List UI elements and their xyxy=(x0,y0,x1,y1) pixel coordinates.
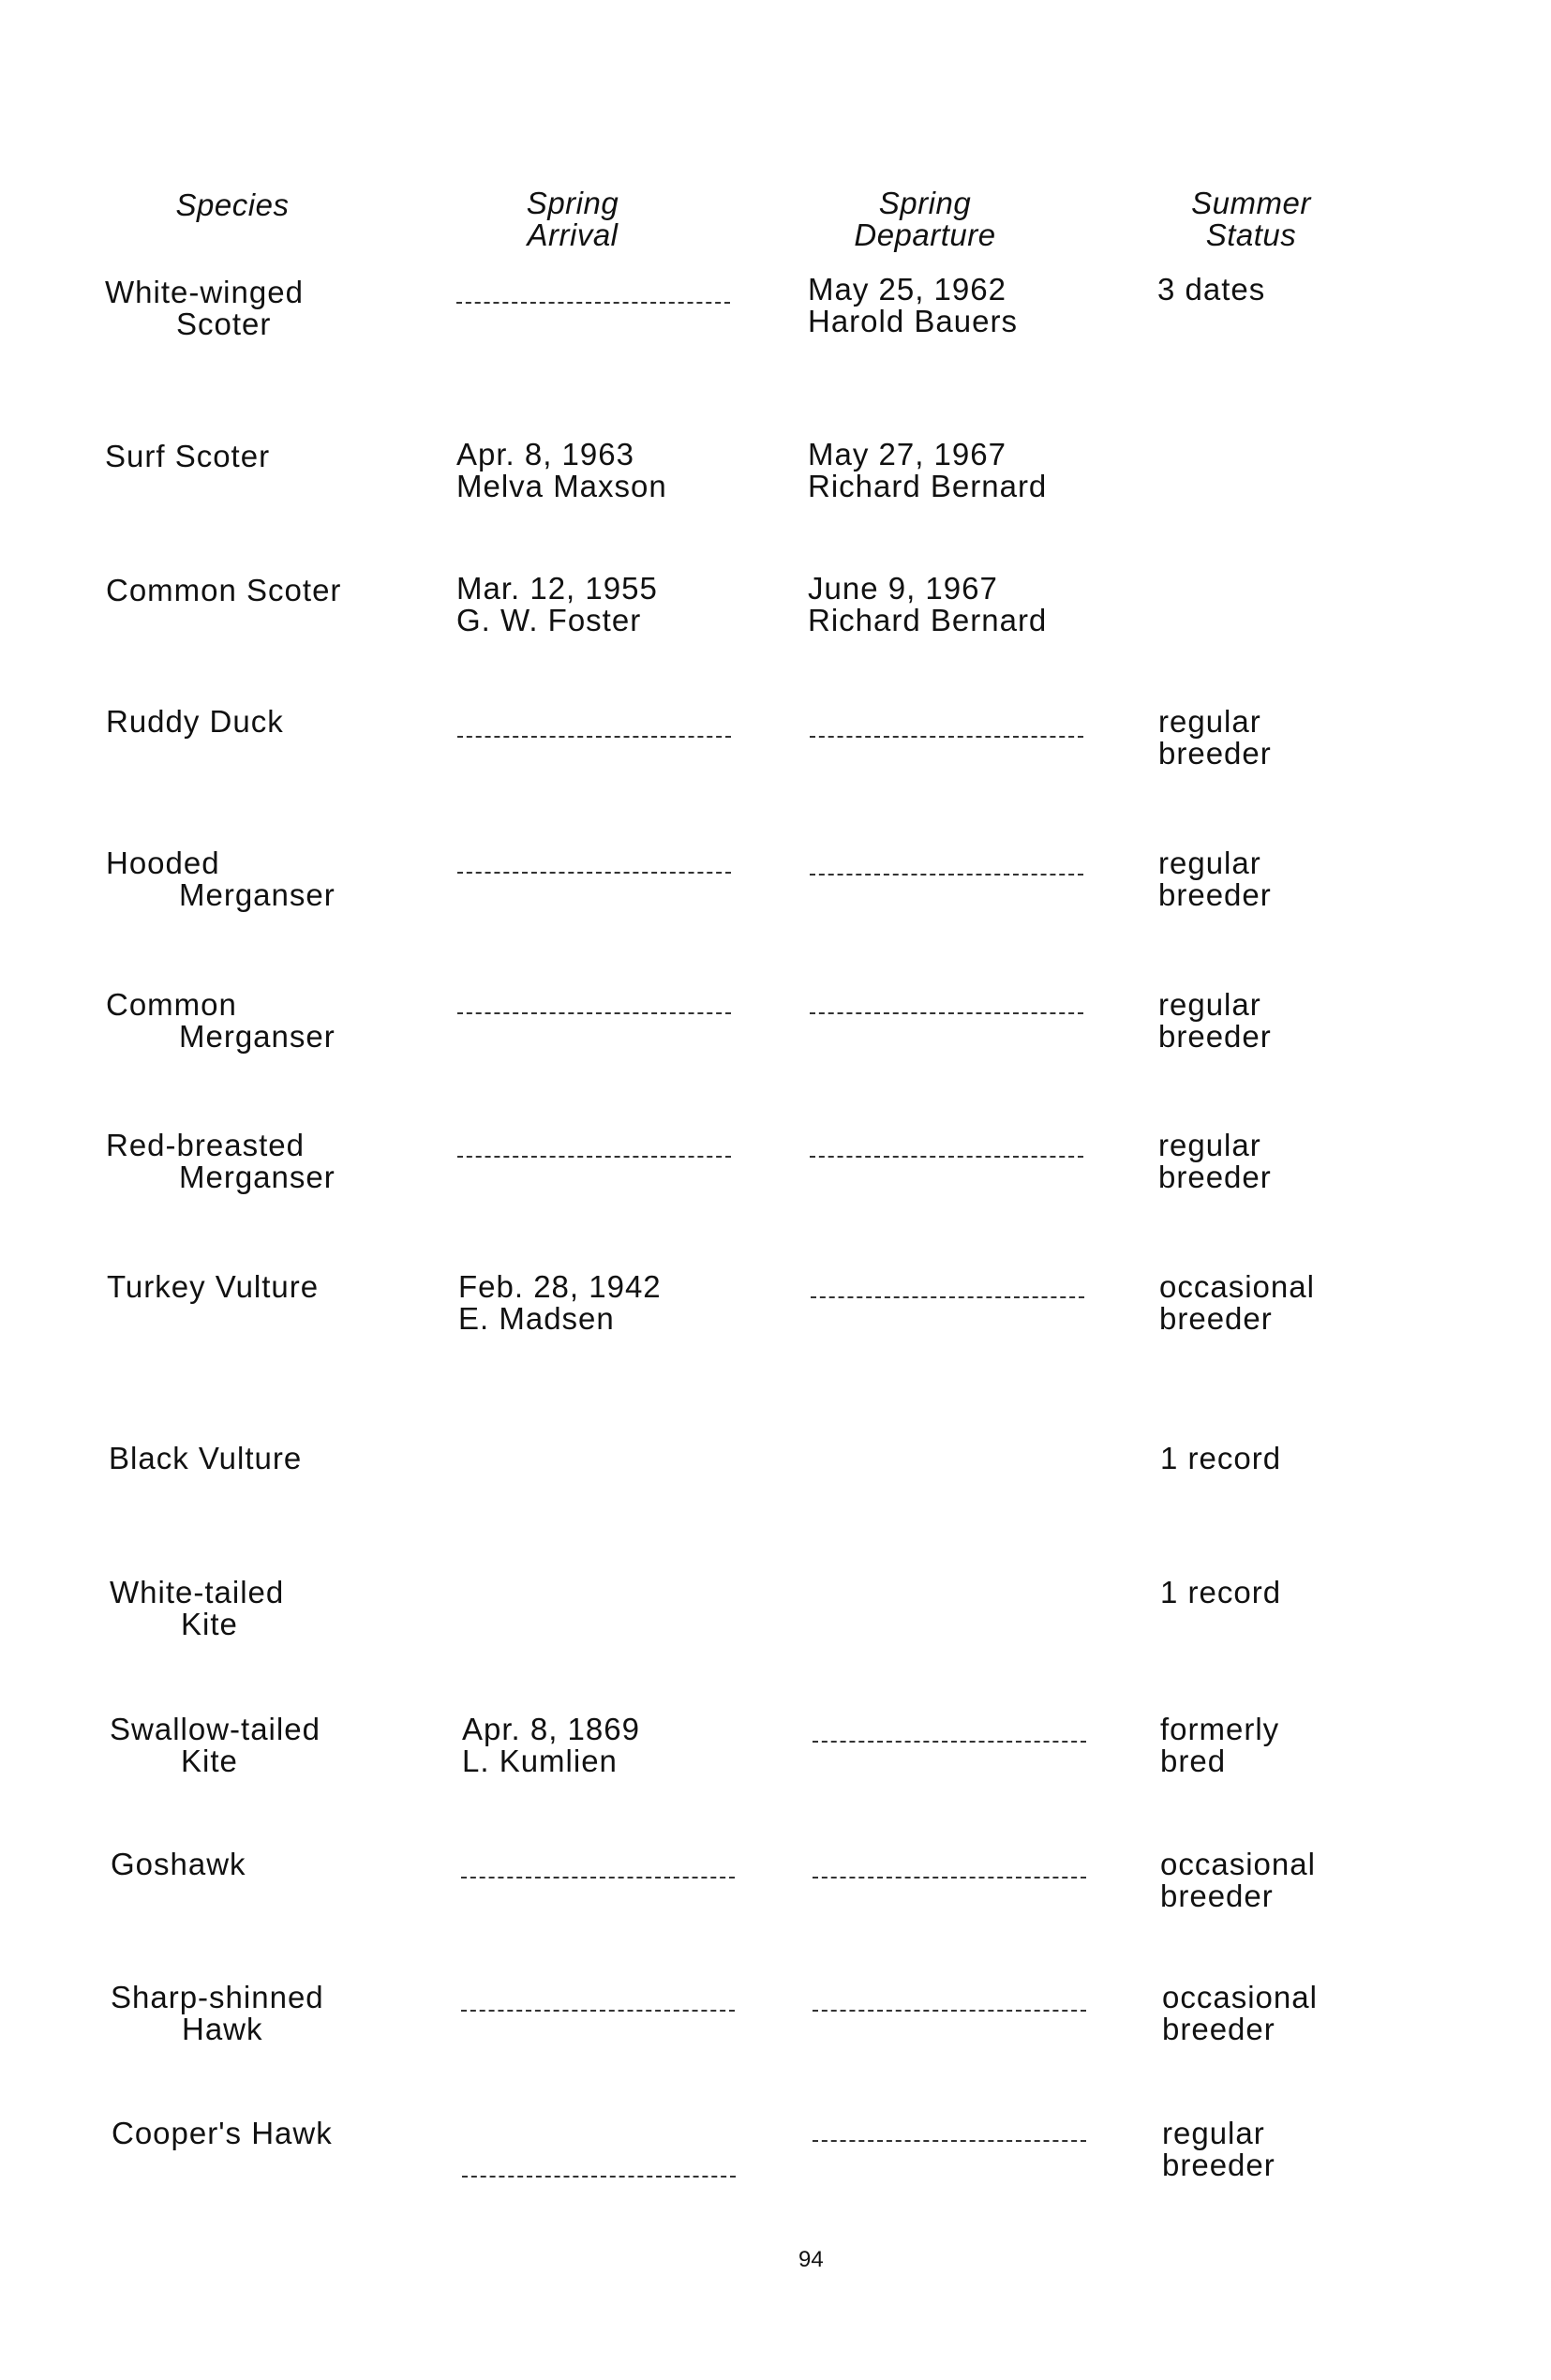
species-name-line1: Cooper's Hawk xyxy=(112,2116,333,2150)
summer-status-line1: 3 dates xyxy=(1157,272,1266,307)
species-name-line2: Merganser xyxy=(179,877,336,912)
departure-blank-line xyxy=(810,1012,1083,1014)
species-name-line1: Goshawk xyxy=(111,1847,246,1881)
species-name xyxy=(112,2118,333,2149)
species-name-line2: Merganser xyxy=(179,1160,336,1194)
arrival-observer: L. Kumlien xyxy=(462,1744,618,1778)
species-name-line1: Common xyxy=(106,987,237,1022)
arrival-record xyxy=(458,1271,662,1335)
summer-status-line2: bred xyxy=(1160,1744,1227,1778)
departure-date: June 9, 1967 xyxy=(808,571,998,606)
summer-status xyxy=(1157,274,1265,306)
summer-status xyxy=(1160,1577,1281,1609)
arrival-blank-line xyxy=(457,1156,731,1158)
species-name-line1: Turkey Vulture xyxy=(107,1269,320,1304)
header-departure-line1: Spring xyxy=(878,186,972,220)
arrival-blank-line xyxy=(456,302,730,304)
arrival-record xyxy=(462,1714,640,1777)
summer-status-line2: breeder xyxy=(1160,1879,1274,1913)
header-summer-line1: Summer xyxy=(1191,186,1311,220)
summer-status-line2: breeder xyxy=(1158,1160,1272,1194)
species-name xyxy=(110,1577,284,1640)
departure-record xyxy=(808,274,1018,337)
departure-blank-line xyxy=(810,736,1083,738)
species-name-line1: Ruddy Duck xyxy=(106,704,284,739)
departure-date: May 25, 1962 xyxy=(808,272,1007,307)
arrival-blank-line xyxy=(457,872,731,874)
arrival-date: Apr. 8, 1869 xyxy=(462,1712,640,1746)
summer-status-line1: 1 record xyxy=(1160,1441,1282,1475)
species-name xyxy=(105,441,270,472)
summer-status xyxy=(1162,2118,1275,2181)
summer-status-line2: breeder xyxy=(1158,877,1272,912)
summer-status-line1: regular xyxy=(1158,704,1261,739)
departure-observer: Richard Bernard xyxy=(808,469,1048,503)
header-spring-arrival xyxy=(527,187,619,251)
species-name-line1: Swallow-tailed xyxy=(110,1712,321,1746)
species-name-line1: Common Scoter xyxy=(106,573,342,607)
departure-date: May 27, 1967 xyxy=(808,437,1007,472)
summer-status-line2: breeder xyxy=(1159,1301,1273,1336)
species-name xyxy=(106,575,341,606)
departure-blank-line xyxy=(813,2140,1086,2142)
header-species-label: Species xyxy=(175,187,290,222)
summer-status xyxy=(1158,1130,1272,1193)
departure-record xyxy=(808,573,1047,636)
summer-status-line1: regular xyxy=(1158,846,1261,880)
header-species xyxy=(176,189,290,221)
species-name xyxy=(106,847,336,911)
header-arrival-line1: Spring xyxy=(526,186,619,220)
departure-observer: Richard Bernard xyxy=(808,603,1048,637)
summer-status xyxy=(1158,989,1272,1053)
departure-blank-line xyxy=(813,1877,1086,1879)
arrival-record xyxy=(456,439,667,502)
header-summer-line2: Status xyxy=(1205,217,1297,252)
summer-status-line1: occasional xyxy=(1160,1847,1316,1881)
species-name-line2: Kite xyxy=(181,1607,238,1641)
species-name xyxy=(106,1130,336,1193)
species-name xyxy=(107,1271,319,1303)
departure-observer: Harold Bauers xyxy=(808,304,1018,338)
arrival-blank-line xyxy=(457,736,731,738)
species-name-line1: White-tailed xyxy=(110,1575,285,1609)
species-name-line2: Kite xyxy=(181,1744,238,1778)
header-summer-status xyxy=(1191,187,1311,251)
species-name xyxy=(110,1714,321,1777)
summer-status xyxy=(1160,1443,1281,1474)
summer-status xyxy=(1162,1982,1318,2045)
arrival-blank-line xyxy=(461,2010,735,2012)
species-name-line1: White-winged xyxy=(105,275,304,309)
summer-status-line2: breeder xyxy=(1158,1019,1272,1054)
summer-status-line1: occasional xyxy=(1159,1269,1315,1304)
summer-status xyxy=(1158,706,1272,770)
species-name xyxy=(105,277,304,340)
departure-record xyxy=(808,439,1047,502)
arrival-observer: G. W. Foster xyxy=(456,603,642,637)
species-name xyxy=(111,1982,324,2045)
summer-status-line1: 1 record xyxy=(1160,1575,1282,1609)
departure-blank-line xyxy=(810,874,1083,876)
summer-status-line1: regular xyxy=(1162,2116,1265,2150)
departure-blank-line xyxy=(811,1296,1084,1298)
summer-status xyxy=(1158,847,1272,911)
arrival-observer: Melva Maxson xyxy=(456,469,667,503)
summer-status xyxy=(1159,1271,1315,1335)
summer-status-line1: regular xyxy=(1158,987,1261,1022)
departure-blank-line xyxy=(813,1741,1086,1743)
page-number: 94 xyxy=(798,2247,824,2272)
arrival-blank-line xyxy=(461,1877,735,1879)
species-name-line1: Surf Scoter xyxy=(105,439,271,473)
species-name-line2: Hawk xyxy=(182,2012,263,2046)
species-name-line2: Scoter xyxy=(176,307,272,341)
summer-status xyxy=(1160,1849,1316,1912)
summer-status-line1: occasional xyxy=(1162,1980,1318,2014)
summer-status xyxy=(1160,1714,1279,1777)
arrival-date: Mar. 12, 1955 xyxy=(456,571,658,606)
species-name xyxy=(106,706,284,738)
arrival-record xyxy=(456,573,658,636)
departure-blank-line xyxy=(810,1156,1083,1158)
header-departure-line2: Departure xyxy=(854,217,996,252)
species-name xyxy=(111,1849,246,1880)
arrival-date: Feb. 28, 1942 xyxy=(458,1269,662,1304)
summer-status-line1: regular xyxy=(1158,1128,1261,1162)
header-arrival-line2: Arrival xyxy=(527,217,619,252)
arrival-date: Apr. 8, 1963 xyxy=(456,437,634,472)
arrival-blank-line xyxy=(457,1012,731,1014)
arrival-observer: E. Madsen xyxy=(458,1301,615,1336)
summer-status-line2: breeder xyxy=(1162,2012,1275,2046)
species-name-line1: Black Vulture xyxy=(109,1441,303,1475)
species-name-line1: Sharp-shinned xyxy=(111,1980,324,2014)
species-name-line1: Hooded xyxy=(106,846,220,880)
species-name-line2: Merganser xyxy=(179,1019,336,1054)
summer-status-line1: formerly xyxy=(1160,1712,1280,1746)
species-name xyxy=(109,1443,302,1474)
departure-blank-line xyxy=(813,2010,1086,2012)
arrival-blank-line xyxy=(462,2176,736,2178)
species-name-line1: Red-breasted xyxy=(106,1128,305,1162)
summer-status-line2: breeder xyxy=(1162,2148,1275,2182)
summer-status-line2: breeder xyxy=(1158,736,1272,771)
header-spring-departure xyxy=(854,187,995,251)
species-name xyxy=(106,989,336,1053)
